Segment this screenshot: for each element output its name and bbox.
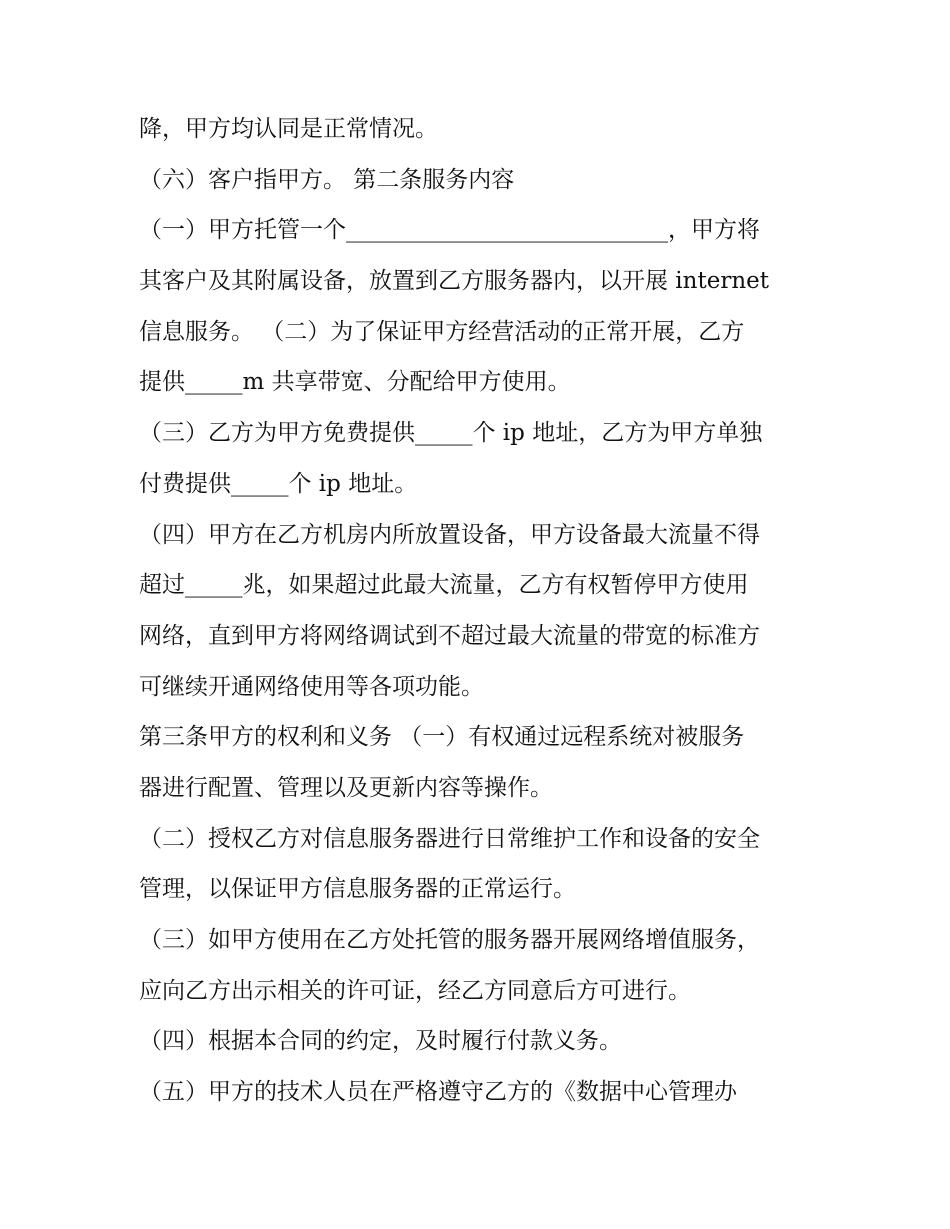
text-line: （二）授权乙方对信息服务器进行日常维护工作和设备的安全 xyxy=(139,825,760,852)
text-line: 提供_____m 共享带宽、分配给甲方使用。 xyxy=(139,369,571,396)
text-line: 器进行配置、管理以及更新内容等操作。 xyxy=(139,774,553,801)
text-line: 其客户及其附属设备，放置到乙方服务器内，以开展 internet xyxy=(139,268,769,295)
text-line: （三）乙方为甲方免费提供_____个 ip 地址，乙方为甲方单独 xyxy=(139,420,763,447)
text-line: 信息服务。 （二）为了保证甲方经营活动的正常开展，乙方 xyxy=(139,318,745,345)
text-line: 网络，直到甲方将网络调试到不超过最大流量的带宽的标准方 xyxy=(139,622,760,649)
document-body xyxy=(139,104,819,1118)
text-line: （五）甲方的技术人员在严格遵守乙方的《数据中心管理办 xyxy=(139,1079,737,1106)
text-line: 超过_____兆，如果超过此最大流量，乙方有权暂停甲方使用 xyxy=(139,572,749,599)
text-line: 第三条甲方的权利和义务 （一）有权通过远程系统对被服务 xyxy=(139,724,745,751)
text-line: 应向乙方出示相关的许可证，经乙方同意后方可进行。 xyxy=(139,977,691,1004)
text-line: （一）甲方托管一个____________________________，甲方将 xyxy=(139,217,760,244)
text-line: （四）根据本合同的约定，及时履行付款义务。 xyxy=(139,1028,622,1055)
text-line: 付费提供_____个 ip 地址。 xyxy=(139,470,418,497)
text-line: （三）如甲方使用在乙方处托管的服务器开展网络增值服务， xyxy=(139,927,760,953)
text-line: 管理，以保证甲方信息服务器的正常运行。 xyxy=(139,876,576,903)
text-line: （六）客户指甲方。 第二条服务内容 xyxy=(139,166,515,193)
text-line: （四）甲方在乙方机房内所放置设备，甲方设备最大流量不得 xyxy=(139,521,760,548)
text-line: 可继续开通网络使用等各项功能。 xyxy=(139,673,484,700)
text-line: 降，甲方均认同是正常情况。 xyxy=(139,116,438,142)
